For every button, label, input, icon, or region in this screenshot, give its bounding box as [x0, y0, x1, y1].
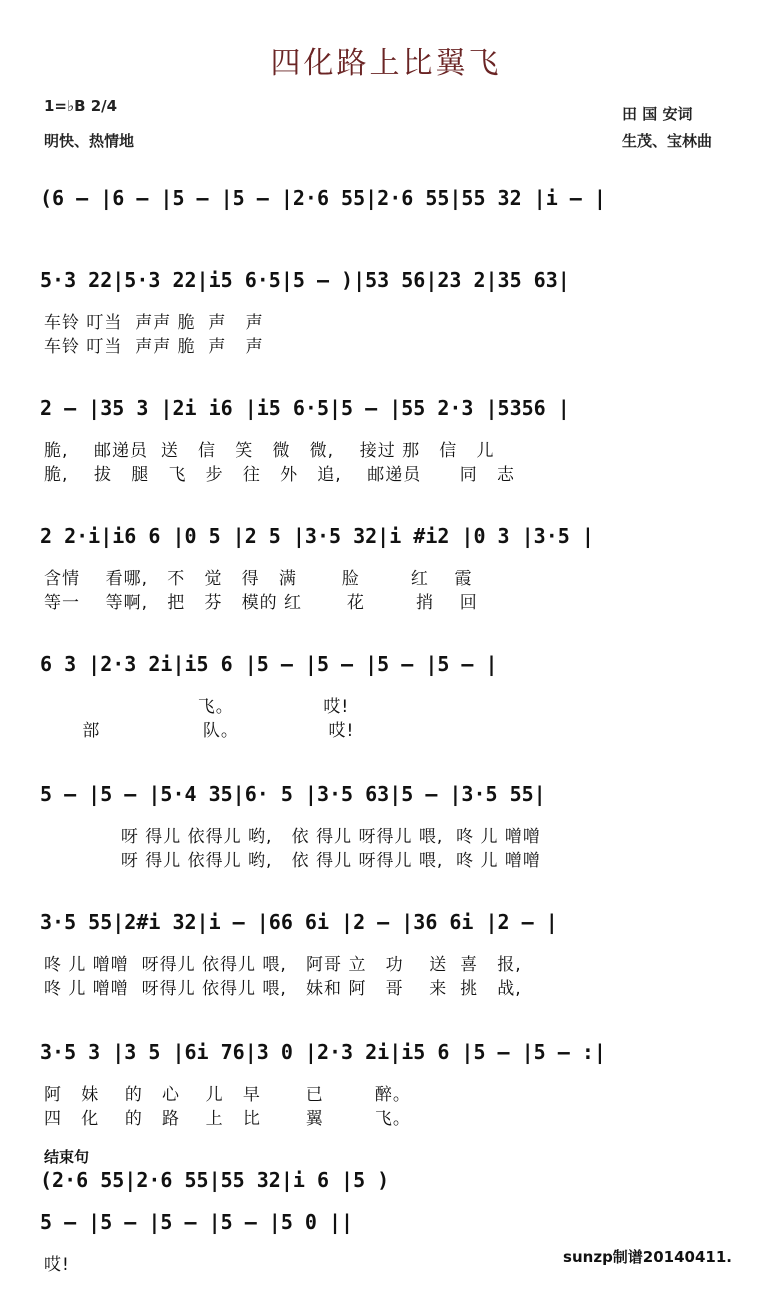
lyric-line: 呀 得儿 依得儿 哟, 依 得儿 呀得儿 喂, 咚 儿 噌噌 — [44, 851, 541, 871]
lyric-line: 脆, 拔 腿 飞 步 往 外 追, 邮递员 同 志 — [44, 465, 515, 485]
notation-line: 6 3 |2·3 2i|i5 6 |5 – |5 – |5 – |5 – | — [40, 652, 498, 676]
notation-line: 2 – |35 3 |2i i6 |i5 6·5|5 – |55 2·3 |5356 | — [40, 396, 570, 420]
lyricist-credit: 田 国 安词 — [622, 105, 693, 123]
lyric-line: 车铃 叮当 声声 脆 声 声 — [44, 313, 264, 333]
notation-line: 5 – |5 – |5 – |5 – |5 0 || — [40, 1210, 354, 1234]
lyric-line: 咚 儿 噌噌 呀得儿 依得儿 喂, 阿哥 立 功 送 喜 报, — [44, 955, 522, 975]
page-title: 四化路上比翼飞 — [270, 46, 502, 81]
lyric-line: 车铃 叮当 声声 脆 声 声 — [44, 337, 264, 357]
notation-line: 5·3 22|5·3 22|i5 6·5|5 – )|53 56|23 2|35 63| — [40, 268, 570, 292]
score-line — [0, 396, 772, 485]
score-line — [0, 910, 772, 999]
key-signature: 1=♭B 2/4 — [44, 97, 118, 115]
lyric-line: 阿 妹 的 心 儿 早 已 醉。 — [44, 1085, 411, 1105]
lyric-line: 飞。 哎! — [44, 697, 350, 717]
notation-line: (6 – |6 – |5 – |5 – |2·6 55|2·6 55|55 32 |i – | — [40, 186, 606, 210]
notation-line: 2 2·i|i6 6 |0 5 |2 5 |3·5 32|i #i2 |0 3 |3·5 | — [40, 524, 594, 548]
score-line — [0, 1040, 772, 1129]
notation-line: (2·6 55|2·6 55|55 32|i 6 |5 ) — [40, 1168, 390, 1192]
lyric-line: 四 化 的 路 上 比 翼 飞。 — [44, 1109, 411, 1129]
score-line — [0, 652, 772, 741]
score-line — [0, 1168, 772, 1208]
credit-text: sunzp制谱20140411. — [563, 1248, 732, 1266]
notation-line: 5 – |5 – |5·4 35|6· 5 |3·5 63|5 – |3·5 55| — [40, 782, 546, 806]
score-line — [0, 268, 772, 357]
notation-line: 3·5 55|2#i 32|i – |66 6i |2 – |36 6i |2 – | — [40, 910, 558, 934]
lyric-line: 脆, 邮递员 送 信 笑 微 微, 接过 那 信 儿 — [44, 441, 495, 461]
lyric-line: 咚 儿 噌噌 呀得儿 依得儿 喂, 妹和 阿 哥 来 挑 战, — [44, 979, 522, 999]
notation-line: 3·5 3 |3 5 |6i 76|3 0 |2·3 2i|i5 6 |5 – |5 – :| — [40, 1040, 606, 1064]
ending-label: 结束句 — [44, 1148, 90, 1166]
score-line — [0, 524, 772, 613]
lyric-line: 含情 看哪, 不 觉 得 满 脸 红 霞 — [44, 569, 473, 589]
tempo-marking: 明快、热情地 — [44, 132, 135, 150]
score-line — [0, 782, 772, 871]
lyric-line: 等一 等啊, 把 芬 模的 红 花 捎 回 — [44, 593, 478, 613]
lyric-line: 呀 得儿 依得儿 哟, 依 得儿 呀得儿 喂, 咚 儿 噌噌 — [44, 827, 541, 847]
composer-credit: 生茂、宝林曲 — [622, 132, 713, 150]
lyric-line: 哎! — [44, 1255, 70, 1275]
score-line — [0, 186, 772, 226]
lyric-line: 部 队。 哎! — [44, 721, 355, 741]
